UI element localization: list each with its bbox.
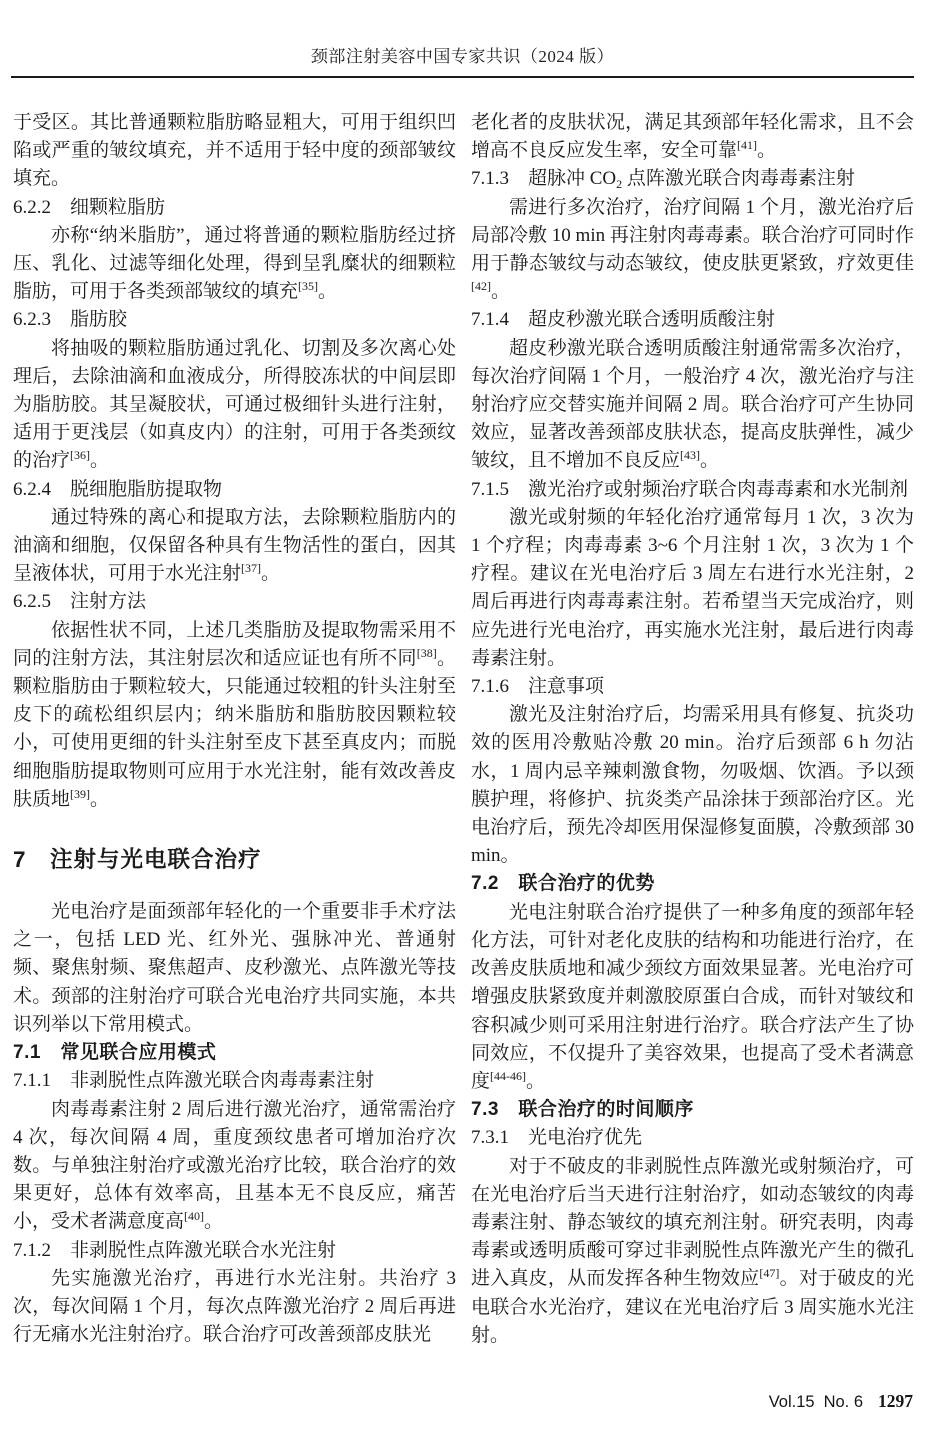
body-paragraph: 肉毒毒素注射 2 周后进行激光治疗，通常需治疗 4 次，每次间隔 4 周，重度颈纹患者可增加治疗次数。与单独注射治疗或激光治疗比较，联合治疗的效果更好，总体有效率高，且基本无不良反应，痛苦小，受术者满意度高[40]。 <box>13 1098 456 1233</box>
reference-citation-marker: [38] <box>416 645 437 660</box>
body-paragraph: 对于不破皮的非剥脱性点阵激光或射频治疗，可在光电治疗后当天进行注射治疗，如动态皱纹的肉毒毒素注射、静态皱纹的填充剂注射。研究表明，肉毒毒素或透明质酸可穿过非剥脱性点阵激光产生的微孔进入真皮，从而发挥各种生物效应[47]。对于破皮的光电联合水光治疗，建议在光电治疗后 3 周实施水光注射。 <box>471 1155 914 1346</box>
reference-citation-marker: [42] <box>471 279 491 294</box>
reference-citation-marker: [40] <box>184 1209 205 1224</box>
sub-subsection-heading: 6.2.3 脂肪胶 <box>13 309 128 331</box>
reference-citation-marker: [43] <box>680 448 701 463</box>
reference-citation-marker: [47] <box>759 1266 780 1281</box>
body-paragraph: 超皮秒激光联合透明质酸注射通常需多次治疗，每次治疗间隔 1 个月，一般治疗 4 次，激光治疗与注射治疗应交替实施并间隔 2 周。联合治疗可产生协同效应，显著改善颈部皮肤状态，提高皮肤弹性，减少皱纹，且不增加不良反应[43]。 <box>471 337 914 472</box>
reference-citation-marker: [36] <box>70 448 91 463</box>
section-heading: 7 注射与光电联合治疗 <box>13 847 262 873</box>
body-paragraph: 依据性状不同，上述几类脂肪及提取物需采用不同的注射方法，其注射层次和适应证也有所不同[38]。颗粒脂肪由于颗粒较大，只能通过较粗的针头注射至皮下的疏松组织层内；纳米脂肪和脂肪胶因颗粒较小，可使用更细的针头注射至皮下甚至真皮内；而脱细胞脂肪提取物则可应用于水光注射，能有效改善皮肤质地[39]。 <box>13 619 456 810</box>
subsection-heading: 7.1 常见联合应用模式 <box>13 1042 217 1064</box>
subsection-heading: 7.3 联合治疗的时间顺序 <box>471 1099 694 1121</box>
page-footer <box>769 1391 913 1412</box>
right-column <box>471 109 914 1350</box>
chemical-subscript: 2 <box>616 177 623 192</box>
page-header <box>0 0 925 78</box>
sub-subsection-heading: 7.1.5 激光治疗或射频治疗联合肉毒毒素和水光制剂 <box>471 478 909 500</box>
sub-subsection-heading: 6.2.5 注射方法 <box>13 591 147 613</box>
issue-label: No. 6 <box>823 1393 863 1411</box>
reference-citation-marker: [44-46] <box>490 1068 527 1083</box>
body-paragraph: 老化者的皮肤状况，满足其颈部年轻化需求，且不会增高不良反应发生率，安全可靠[41]。 <box>471 112 914 162</box>
sub-subsection-heading: 7.1.1 非剥脱性点阵激光联合肉毒毒素注射 <box>13 1070 375 1092</box>
sub-subsection-heading: 7.1.6 注意事项 <box>471 676 605 698</box>
sub-subsection-heading: 7.1.3 超脉冲 $CO_2$ 点阵激光联合肉毒毒素注射 <box>471 168 855 192</box>
page-number: 1297 <box>878 1391 913 1411</box>
body-paragraph: 于受区。其比普通颗粒脂肪略显粗大，可用于组织凹陷或严重的皱纹填充，并不适用于轻中度的颈部皱纹填充。 <box>13 112 456 190</box>
body-paragraph: 先实施激光治疗，再进行水光注射。共治疗 3 次，每次间隔 1 个月，每次点阵激光治疗 2 周后再进行无痛水光注射治疗。联合治疗可改善颈部皮肤光 <box>13 1267 456 1346</box>
reference-citation-marker: [39] <box>70 786 91 801</box>
body-paragraph: 激光及注射治疗后，均需采用具有修复、抗炎功效的医用冷敷贴冷敷 20 min。治疗后颈部 6 h 勿沾水，1 周内忌辛辣刺激食物，勿吸烟、饮酒。予以颈膜护理，将修护、抗炎类产品涂抹于颈部治疗区。光电治疗后，预先冷却医用保湿修复面膜，冷敷颈部 30 min。 <box>471 704 914 867</box>
running-head-title: 颈部注射美容中国专家共识（2024 版） <box>310 47 615 66</box>
reference-citation-marker: [37] <box>241 561 262 576</box>
body-paragraph: 将抽吸的颗粒脂肪通过乳化、切割及多次离心处理后，去除油滴和血液成分，所得胶冻状的中间层即为脂肪胶。其呈凝胶状，可通过极细针头进行注射，适用于更浅层（如真皮内）的注射，可用于各类颈纹的治疗[36]。 <box>13 337 456 472</box>
body-paragraph: 亦称“纳米脂肪”，通过将普通的颗粒脂肪经过挤压、乳化、过滤等细化处理，得到呈乳糜状的细颗粒脂肪，可用于各类颈部皱纹的填充[35]。 <box>13 224 456 303</box>
sub-subsection-heading: 7.1.2 非剥脱性点阵激光联合水光注射 <box>13 1239 337 1261</box>
body-paragraph: 激光或射频的年轻化治疗通常每月 1 次，3 次为 1 个疗程；肉毒毒素 3~6 个月注射 1 次，3 次为 1 个疗程。建议在光电治疗后 3 周左右进行水光注射，2 周后再进行肉毒毒素注射。若希望当天完成治疗，则应先进行光电治疗，再实施水光注射，最后进行肉毒毒素注射。 <box>471 506 914 669</box>
body-paragraph: 通过特殊的离心和提取方法，去除颗粒脂肪内的油滴和细胞，仅保留各种具有生物活性的蛋白，因其呈液体状，可用于水光注射[37]。 <box>13 506 456 585</box>
body-paragraph: 光电治疗是面颈部年轻化的一个重要非手术疗法之一，包括 LED 光、红外光、强脉冲光、普通射频、聚焦射频、聚焦超声、皮秒激光、点阵激光等技术。颈部的注射治疗可联合光电治疗共同实施，本共识列举以下常用模式。 <box>13 901 456 1035</box>
sub-subsection-heading: 6.2.2 细颗粒脂肪 <box>13 196 166 218</box>
sub-subsection-heading: 6.2.4 脱细胞脂肪提取物 <box>13 478 223 500</box>
body-paragraph: 需进行多次治疗，治疗间隔 1 个月，激光治疗后局部冷敷 10 min 再注射肉毒毒素。联合治疗可同时作用于静态皱纹与动态皱纹，使皮肤更紧致，疗效更佳[42]。 <box>471 196 914 303</box>
body-paragraph: 光电注射联合治疗提供了一种多角度的颈部年轻化方法，可针对老化皮肤的结构和功能进行治疗，在改善皮肤质地和减少颈纹方面效果显著。光电治疗可增强皮肤紧致度并刺激胶原蛋白合成，而针对皱纹和容积减少则可采用注射进行治疗。联合疗法产生了协同效应，不仅提升了美容效果，也提高了受术者满意度[44-46]。 <box>471 901 914 1092</box>
sub-subsection-heading: 7.3.1 光电治疗优先 <box>471 1127 643 1149</box>
left-column <box>13 109 456 1350</box>
volume-label: Vol.15 <box>768 1393 815 1411</box>
subsection-heading: 7.2 联合治疗的优势 <box>471 873 655 895</box>
sub-subsection-heading: 7.1.4 超皮秒激光联合透明质酸注射 <box>471 309 776 331</box>
reference-citation-marker: [41] <box>737 138 758 153</box>
two-column-content <box>0 78 925 1350</box>
reference-citation-marker: [35] <box>298 279 319 294</box>
